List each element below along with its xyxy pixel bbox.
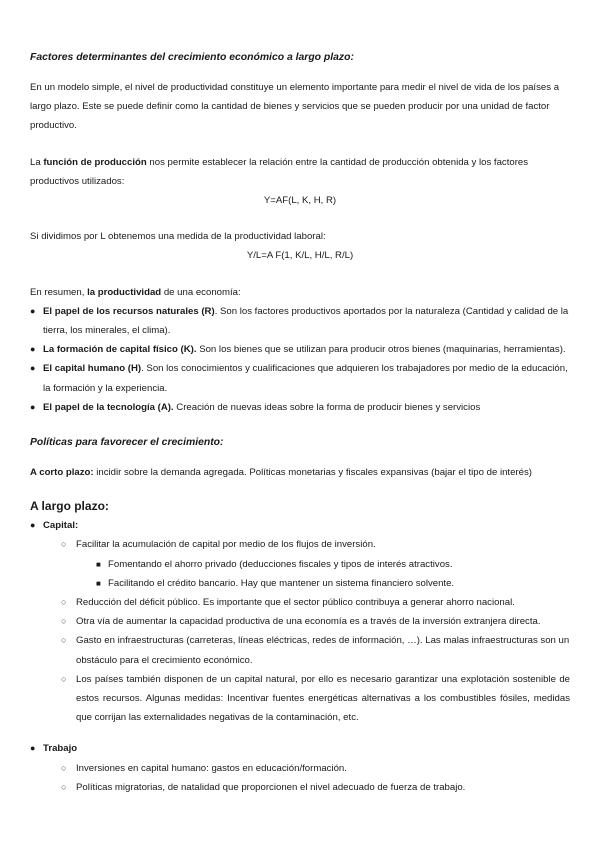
productivity-term: la productividad: [87, 286, 162, 298]
factor-title: El papel de la tecnología (A).: [43, 401, 174, 413]
list-item: [59, 778, 570, 797]
section-heading-factors: Factores determinantes del crecimiento económico a largo plazo:: [30, 52, 354, 63]
bullet-icon: ●: [30, 520, 36, 531]
text: de una economía:: [161, 286, 241, 298]
square-bullet-icon: ■: [96, 559, 101, 569]
factor-title: La formación de capital físico (K).: [43, 344, 197, 356]
formula-production: Y=AF(L, K, H, R): [263, 195, 337, 207]
intro-paragraph: En un modelo simple, el nivel de productividad constituye un elemento importante para medir el nivel de vida de los países a largo plazo. Este se puede definir como la cantidad de bienes y servicios que se pueden producir por una unidad de factor productivo.: [30, 82, 560, 132]
item-text: Los países también disponen de un capital natural, por ello es necesario garantizar una explotación sostenible de estos recursos. Algunas medidas: Incentivar fuentes energéticas alternativas a los combustibles fósiles, medidas que corrijan las externalidades negativas de la contaminación, etc.: [76, 673, 570, 724]
list-item: [92, 555, 570, 574]
investment-sublist: [76, 555, 570, 593]
section-heading-policies: Políticas para favorecer el crecimiento:: [30, 437, 224, 449]
factors-list: [30, 302, 570, 417]
list-item: [59, 631, 570, 669]
capital-list: [43, 535, 570, 727]
production-function-term: función de producción: [43, 156, 147, 168]
factor-text: Creación de nuevas ideas sobre la forma de producir bienes y servicios: [173, 401, 481, 413]
production-function-paragraph: [30, 153, 570, 191]
list-item: [59, 593, 570, 612]
trabajo-list: [43, 759, 570, 797]
capital-label: Capital:: [43, 520, 79, 532]
circle-bullet-icon: ○: [61, 635, 67, 646]
factor-text: Son los bienes que se utilizan para producir otros bienes (maquinarias, herramientas).: [196, 344, 566, 356]
list-item: [30, 398, 570, 417]
factor-title: El papel de los recursos naturales (R): [43, 305, 215, 317]
square-bullet-icon: ■: [96, 578, 101, 588]
spacer: [30, 417, 570, 433]
list-item: [59, 670, 570, 728]
bullet-icon: ●: [30, 401, 36, 412]
text: La: [30, 156, 44, 168]
text: incidir sobre la demanda agregada. Políticas monetarias y fiscales expansivas (bajar el tipo de interés): [93, 467, 532, 479]
bullet-icon: ●: [30, 363, 36, 374]
factor-text: . Son los conocimientos y cualificaciones que adquieren los trabajadores por medio de la educación, la formación y la experiencia.: [43, 363, 568, 394]
short-term-label: A corto plazo:: [30, 467, 94, 479]
divide-paragraph: Si dividimos por L obtenemos una medida de la productividad laboral:: [30, 231, 326, 243]
item-text: Inversiones en capital humano: gastos en educación/formación.: [76, 762, 347, 774]
list-item: [59, 612, 570, 631]
circle-bullet-icon: ○: [61, 616, 67, 627]
circle-bullet-icon: ○: [61, 762, 67, 773]
list-item-capital: [30, 516, 570, 727]
circle-bullet-icon: ○: [61, 539, 67, 550]
item-text: Facilitar la acumulación de capital por medio de los flujos de inversión.: [76, 539, 376, 551]
formula-productivity: Y/L=A F(1, K/L, H/L, R/L): [246, 250, 354, 262]
list-item: [30, 302, 570, 340]
item-text: Otra vía de aumentar la capacidad productiva de una economía es a través de la inversión extranjera directa.: [76, 616, 541, 628]
bullet-icon: ●: [30, 305, 36, 316]
list-item: [59, 759, 570, 778]
item-text: Facilitando el crédito bancario. Hay que mantener un sistema financiero solvente.: [108, 577, 455, 589]
list-item: [59, 535, 570, 593]
list-item: [92, 574, 570, 593]
short-term-paragraph: [30, 463, 570, 482]
item-text: Gasto en infraestructuras (carreteras, líneas eléctricas, redes de información, …). Las malas infraestructuras son un obstáculo para el crecimiento económico.: [76, 635, 570, 666]
list-item: [30, 359, 570, 397]
summary-paragraph: [30, 283, 570, 302]
trabajo-label: Trabajo: [43, 743, 78, 755]
item-text: Reducción del déficit público. Es importante que el sector público contribuya a generar ahorro nacional.: [76, 597, 515, 609]
long-term-list: [30, 516, 570, 797]
factor-title: El capital humano (H): [43, 363, 142, 375]
item-text: Fomentando el ahorro privado (deducciones fiscales y tipos de interés atractivos.: [108, 558, 453, 570]
text: nos permite establecer la relación entre la cantidad de producción obtenida y los factores productivos utilizados:: [30, 156, 529, 187]
circle-bullet-icon: ○: [61, 597, 67, 608]
circle-bullet-icon: ○: [61, 673, 67, 684]
bullet-icon: ●: [30, 743, 36, 754]
long-term-heading: A largo plazo:: [30, 499, 109, 514]
bullet-icon: ●: [30, 344, 36, 355]
text: En resumen,: [30, 286, 88, 298]
factor-text: . Son los factores productivos aportados por la naturaleza (Cantidad y calidad de la tierra, los minerales, el clima).: [43, 305, 569, 337]
item-text: Políticas migratorias, de natalidad que proporcionen el nivel adecuado de fuerza de trabajo.: [76, 781, 466, 793]
list-item: [30, 340, 570, 359]
list-item-trabajo: [30, 739, 570, 797]
circle-bullet-icon: ○: [61, 781, 67, 792]
